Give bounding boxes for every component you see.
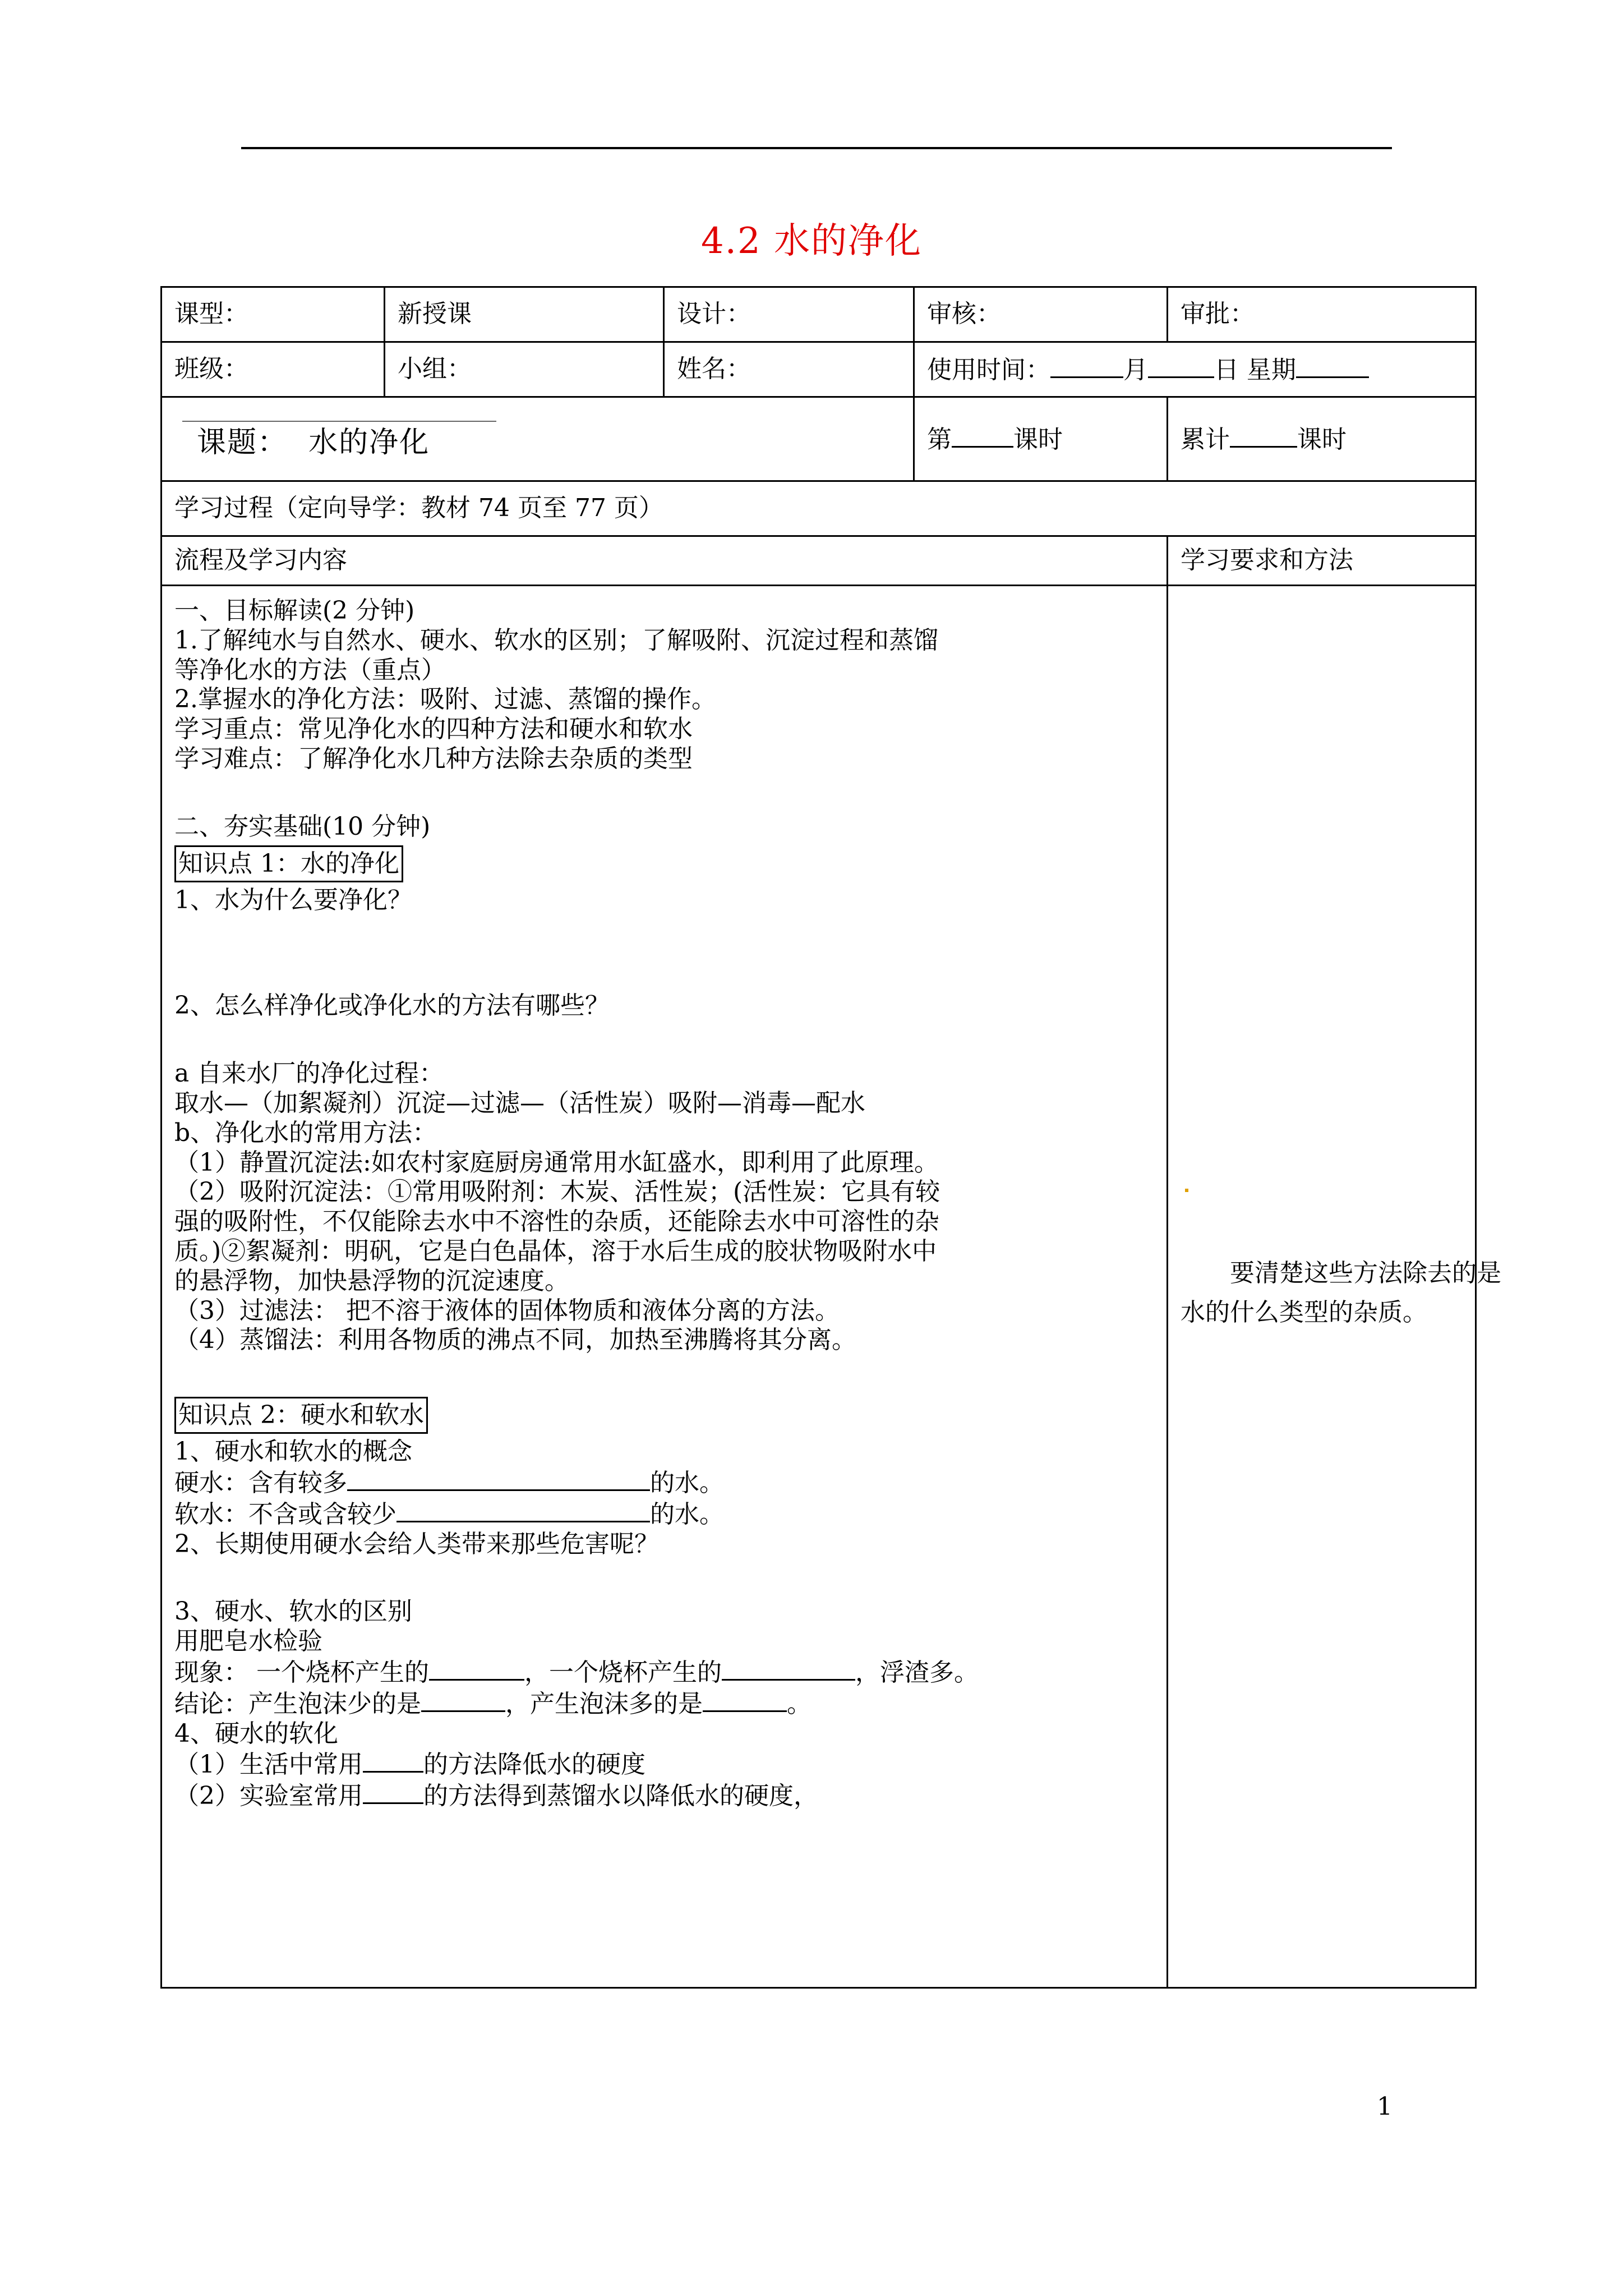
blank-phenomenon-2: [722, 1657, 855, 1681]
cell-designer-label: 设计：: [664, 287, 914, 342]
question-1: 1、水为什么要净化？: [174, 885, 412, 914]
hard-water-harm-question: 2、长期使用硬水会给人类带来那些危害呢？: [174, 1529, 659, 1558]
question-2: 2、怎么样净化或净化水的方法有哪些？: [174, 991, 610, 1020]
usage-time-label: 使用时间：: [927, 355, 1050, 384]
method-2-line-3: 质。)②絮凝剂：明矾，它是白色晶体，溶于水后生成的胶状物吸附水中: [174, 1236, 937, 1266]
phenomenon-line: [174, 1657, 1155, 1688]
soft-water-prefix: 软水：不含或含较少: [174, 1499, 396, 1529]
soft-water-definition: [174, 1498, 1155, 1530]
topic-rule: [182, 421, 496, 422]
conclusion-line: [174, 1688, 1155, 1719]
softening-daily-prefix: （1）生活中常用: [174, 1750, 363, 1779]
cell-learning-process: 学习过程（定向导学：教材 74 页至 77 页）: [162, 481, 1476, 536]
phenomenon-part-2: ，一个烧杯产生的: [524, 1658, 722, 1687]
lesson-topic-name: 水的净化: [308, 426, 430, 460]
lesson-plan-table: [160, 286, 1501, 1989]
blank-cumulative: [1230, 424, 1297, 448]
session-prefix: 第: [927, 425, 952, 454]
softening-daily: [174, 1749, 1155, 1780]
phenomenon-part-1: 现象： 一个烧杯产生的: [174, 1658, 429, 1687]
cell-name-label: 姓名：: [664, 342, 914, 397]
session-suffix: 课时: [1013, 425, 1063, 454]
blank-conclusion-1: [421, 1688, 505, 1712]
blank-softening-lab: [363, 1780, 423, 1804]
blank-conclusion-2: [703, 1688, 787, 1712]
method-2-line-2: 强的吸附性，不仅能除去水中不溶性的杂质，还能除去水中可溶性的杂: [174, 1207, 939, 1236]
waterworks-title: a 自来水厂的净化过程：: [174, 1059, 444, 1088]
learning-method-column: [1168, 586, 1501, 1988]
blank-soft-water: [396, 1498, 650, 1522]
method-1: （1）静置沉淀法:如农村家庭厨房通常用水缸盛水，即利用了此原理。: [174, 1148, 939, 1177]
blank-day: [1148, 354, 1214, 378]
blank-phenomenon-1: [429, 1657, 524, 1681]
key-point: 学习重点：常见净化水的四种方法和硬水和软水: [174, 715, 693, 744]
softening-lab-prefix: （2）实验室常用: [174, 1782, 363, 1811]
softening-lab-suffix: 的方法得到蒸馏水以降低水的硬度，: [423, 1782, 818, 1811]
method-note: 要清楚这些方法除去的是水的什么类型的杂质。: [1181, 1259, 1501, 1327]
blank-hard-water: [347, 1467, 650, 1491]
cell-usage-time: [914, 342, 1476, 397]
conclusion-part-1: 结论：产生泡沫少的是: [174, 1689, 421, 1718]
soap-water-test: 用肥皂水检验: [174, 1627, 322, 1656]
method-4: （4）蒸馏法：利用各物质的沸点不同，加热至沸腾将其分离。: [174, 1326, 856, 1355]
page-number: 1: [1377, 2092, 1393, 2121]
blank-session: [952, 424, 1013, 448]
cell-course-type-label: 课型：: [162, 287, 385, 342]
cell-course-type-value: 新授课: [385, 287, 664, 342]
cell-session-number: [914, 397, 1168, 481]
softening-daily-suffix: 的方法降低水的硬度: [423, 1750, 645, 1779]
column-header-content: 流程及学习内容: [162, 536, 1168, 586]
soft-water-suffix: 的水。: [650, 1499, 724, 1529]
hard-water-suffix: 的水。: [650, 1468, 724, 1497]
hard-water-definition: [174, 1467, 1155, 1498]
section-1-title: 一、目标解读(2 分钟): [174, 596, 415, 625]
cell-approver-label: 审批：: [1168, 287, 1476, 342]
common-methods-title: b、净化水的常用方法：: [174, 1118, 437, 1147]
conclusion-part-2: ，产生泡沫多的是: [505, 1689, 703, 1718]
section-2-title: 二、夯实基础(10 分钟): [174, 812, 431, 841]
lesson-topic: [174, 417, 430, 460]
hard-soft-concept-title: 1、硬水和软水的概念: [174, 1437, 412, 1466]
cell-group-label: 小组：: [385, 342, 664, 397]
method-3: （3）过滤法： 把不溶于液体的固体物质和液体分离的方法。: [174, 1296, 840, 1325]
page-title: 4.2 水的净化: [700, 220, 923, 262]
method-2-line-4: 的悬浮物，加快悬浮物的沉淀速度。: [174, 1266, 569, 1295]
cell-lesson-topic: [162, 397, 914, 481]
softening-lab: [174, 1780, 1155, 1811]
softening-title: 4、硬水的软化: [174, 1719, 338, 1748]
month-label: 月: [1123, 355, 1148, 384]
blank-weekday: [1296, 354, 1369, 378]
knowledge-point-1-box: 知识点 1：水的净化: [174, 845, 403, 882]
stray-mark: [1185, 1189, 1188, 1192]
objective-line-3: 2.掌握水的净化方法：吸附、过滤、蒸馏的操作。: [174, 685, 716, 714]
knowledge-point-2-box: 知识点 2：硬水和软水: [174, 1397, 428, 1434]
day-weekday-label: 日 星期: [1214, 355, 1296, 384]
learning-content: [162, 586, 1168, 1988]
hard-soft-difference-title: 3、硬水、软水的区别: [174, 1597, 412, 1626]
column-header-method: 学习要求和方法: [1168, 536, 1476, 586]
objective-line-1: 1.了解纯水与自然水、硬水、软水的区别；了解吸附、沉淀过程和蒸馏: [174, 625, 938, 655]
lesson-topic-label: 课题：: [197, 426, 288, 460]
cumulative-prefix: 累计: [1181, 425, 1230, 454]
method-2-line-1: （2）吸附沉淀法：①常用吸附剂：木炭、活性炭；(活性炭：它具有较: [174, 1177, 940, 1207]
cell-class-label: 班级：: [162, 342, 385, 397]
cell-reviewer-label: 审核：: [914, 287, 1168, 342]
header-rule: [241, 147, 1392, 149]
conclusion-part-3: 。: [787, 1689, 811, 1718]
blank-softening-daily: [363, 1749, 423, 1773]
cell-cumulative-sessions: [1168, 397, 1476, 481]
objective-line-2: 等净化水的方法（重点）: [174, 655, 446, 684]
phenomenon-part-3: ，浮渣多。: [855, 1658, 979, 1687]
hard-water-prefix: 硬水：含有较多: [174, 1468, 347, 1497]
cumulative-suffix: 课时: [1297, 425, 1347, 454]
blank-month: [1050, 354, 1123, 378]
waterworks-process: 取水—（加絮凝剂）沉淀—过滤—（活性炭）吸附—消毒—配水: [174, 1088, 865, 1117]
difficult-point: 学习难点：了解净化水几种方法除去杂质的类型: [174, 744, 693, 773]
